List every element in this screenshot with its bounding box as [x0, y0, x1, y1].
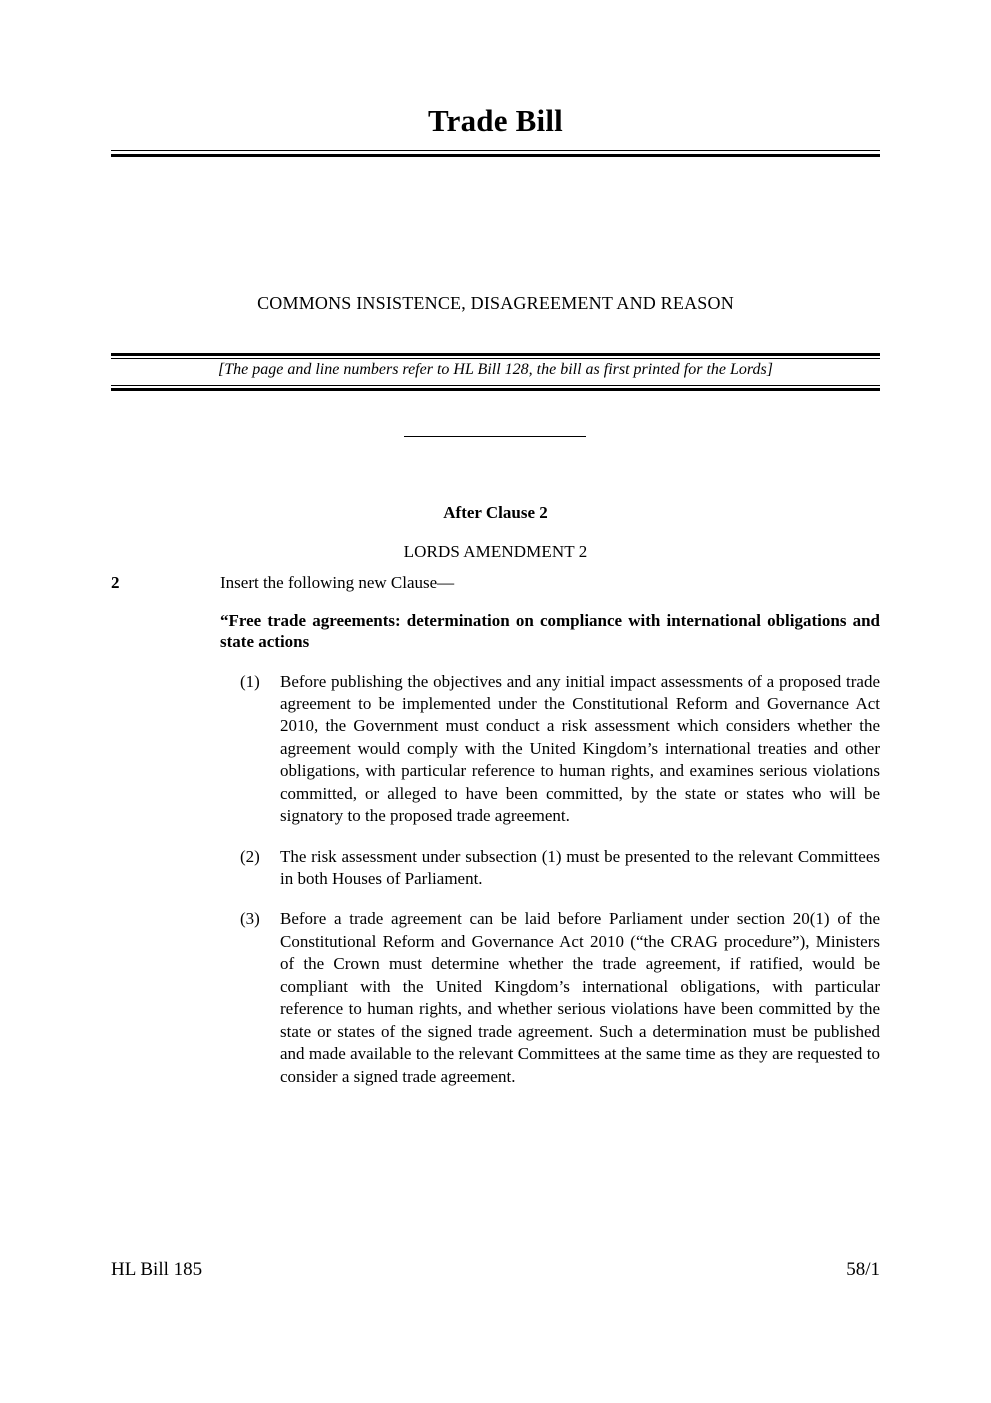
subsection	[220, 846, 880, 891]
page-title: Trade Bill	[428, 103, 563, 138]
subsection-number: (1)	[240, 671, 260, 691]
section-heading: COMMONS INSISTENCE, DISAGREEMENT AND REASON	[257, 293, 734, 313]
title-divider	[111, 150, 880, 157]
subsection-number: (2)	[240, 846, 260, 866]
subsection	[220, 908, 880, 1088]
subsection	[220, 671, 880, 828]
short-centered-rule	[404, 436, 586, 437]
page-line-number-note: [The page and line numbers refer to HL Bill 128, the bill as first printed for the Lords]	[218, 361, 773, 378]
divider-line-thick	[111, 388, 880, 391]
note-divider-bottom	[111, 385, 880, 391]
footer-bill-number: HL Bill 185	[111, 1259, 203, 1280]
subsection-text: Before a trade agreement can be laid before Parliament under section 20(1) of the Constitutional Reform and Governance Act 2010 (“the CRAG procedure”), Ministers of the Crown must determine whether the trade agreement, if ratified, would be compliant with the United Kingdom’s international obligations, with particular reference to human rights, and whether serious violations have been committed by the state or states of the signed trade agreement. Such a determination must be published and made available to the relevant Committees at the same time as they are requested to consider a signed trade agreement.	[280, 909, 880, 1086]
subsection-number: (3)	[240, 909, 260, 929]
clause-title: “Free trade agreements: determination on compliance with international obligations and state actions	[220, 611, 880, 652]
footer-page-number: 58/1	[846, 1259, 880, 1280]
insert-instruction-text: Insert the following new Clause—	[220, 573, 455, 592]
divider-line-thick	[111, 154, 880, 157]
divider-line-thin	[111, 358, 880, 359]
subsection-text: The risk assessment under subsection (1) must be presented to the relevant Committees in both Houses of Parliament.	[280, 846, 880, 888]
margin-line-number: 2	[111, 573, 120, 592]
subsection-text: Before publishing the objectives and any initial impact assessments of a proposed trade agreement to be implemented under the Constitutional Reform and Governance Act 2010, the Government must conduct a risk assessment which considers whether the agreement would comply with the United Kingdom’s international treaties and other obligations, with particular reference to human rights, and examines serious violations committed, or alleged to have been committed, by the state or states who will be signatory to the proposed trade agreement.	[280, 671, 880, 826]
after-clause-heading: After Clause 2	[443, 503, 548, 522]
new-clause-body	[220, 610, 880, 1106]
amendment-label: LORDS AMENDMENT 2	[403, 542, 588, 561]
note-divider-top	[111, 353, 880, 359]
